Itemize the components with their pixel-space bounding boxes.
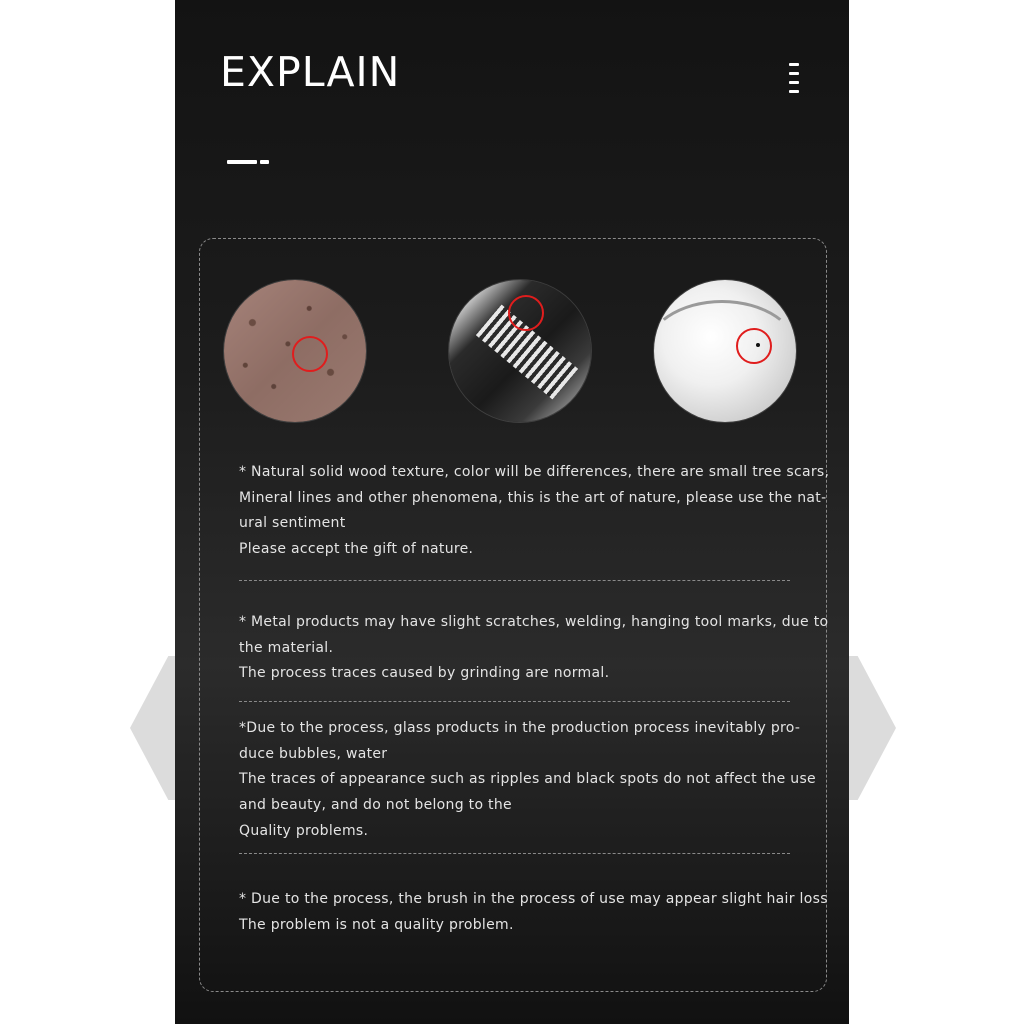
metal-weld-image bbox=[449, 280, 591, 422]
wood-note-line: Please accept the gift of nature. bbox=[239, 541, 474, 558]
metal-note-line: The process traces caused by grinding are normal. bbox=[239, 665, 610, 682]
menu-icon[interactable] bbox=[789, 63, 799, 93]
glass-bubble-image bbox=[654, 280, 796, 422]
wood-note-line: * Natural solid wood texture, color will be differences, there are small tree scars, bbox=[239, 464, 830, 480]
explain-card bbox=[199, 238, 830, 992]
metal-note-line: * Metal products may have slight scratches, welding, hanging tool marks, due to bbox=[239, 614, 829, 630]
brush-note-line: * Due to the process, the brush in the process of use may appear slight hair loss bbox=[239, 891, 828, 907]
wood-note-line: ural sentiment bbox=[239, 515, 346, 532]
glass-note-line: and beauty, and do not belong to the bbox=[239, 797, 512, 814]
brush-note-line: The problem is not a quality problem. bbox=[239, 916, 514, 933]
glass-note-line: The traces of appearance such as ripples and black spots do not affect the use bbox=[239, 771, 816, 788]
glass-note bbox=[239, 716, 816, 845]
glass-note-line: Quality problems. bbox=[239, 822, 369, 839]
page-title: EXPLAIN bbox=[220, 48, 401, 96]
highlight-circle-icon bbox=[508, 295, 544, 331]
section-divider bbox=[239, 580, 790, 581]
wood-texture-image bbox=[224, 280, 366, 422]
wood-note-line: Mineral lines and other phenomena, this is the art of nature, please use the nat- bbox=[239, 489, 827, 506]
glass-note-line: *Due to the process, glass products in the production process inevitably pro- bbox=[239, 720, 801, 736]
wood-note bbox=[239, 460, 830, 563]
metal-note-line: the material. bbox=[239, 639, 334, 656]
section-divider bbox=[239, 853, 790, 854]
highlight-circle-icon bbox=[736, 328, 772, 364]
glass-note-line: duce bubbles, water bbox=[239, 745, 388, 762]
section-divider bbox=[239, 701, 790, 702]
highlight-circle-icon bbox=[292, 336, 328, 372]
metal-note bbox=[239, 610, 829, 687]
brush-note bbox=[239, 887, 828, 938]
explain-panel bbox=[175, 0, 849, 1024]
